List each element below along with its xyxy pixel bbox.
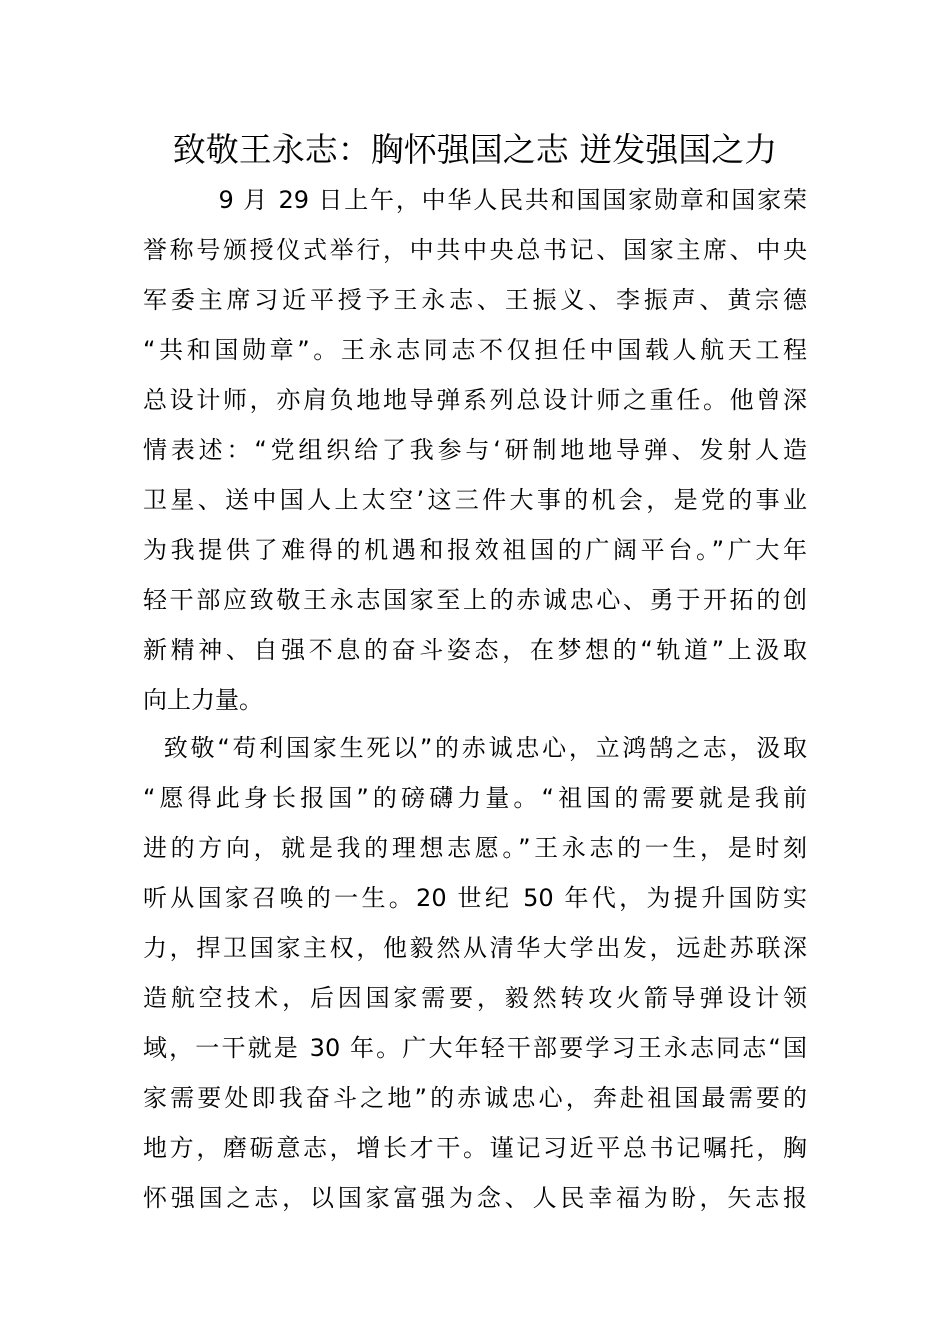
paragraph-line: 家需要处即我奋斗之地”的赤诚忠心，奔赴祖国最需要的 — [143, 1084, 807, 1112]
paragraph-line: 致敬“苟利国家生死以”的赤诚忠心，立鸿鹄之志，汲取 — [143, 734, 807, 762]
paragraph-line: 为我提供了难得的机遇和报效祖国的广阔平台。”广大年 — [143, 536, 807, 564]
paragraph-line: 9 月 29 日上午，中华人民共和国国家勋章和国家荣 — [143, 186, 807, 214]
paragraph-line: 怀强国之志，以国家富强为念、人民幸福为盼，矢志报 — [143, 1184, 807, 1212]
paragraph-line: “共和国勋章”。王永志同志不仅担任中国载人航天工程 — [143, 336, 807, 364]
document-title: 致敬王永志：胸怀强国之志 迸发强国之力 — [172, 130, 778, 169]
paragraph-line: 军委主席习近平授予王永志、王振义、李振声、黄宗德 — [143, 286, 807, 314]
paragraph-line: 域，一干就是 30 年。广大年轻干部要学习王永志同志“国 — [143, 1034, 807, 1062]
paragraph-line: 力，捍卫国家主权，他毅然从清华大学出发，远赴苏联深 — [143, 934, 807, 962]
paragraph-2 — [143, 723, 807, 1223]
paragraph-line: 造航空技术，后因国家需要，毅然转攻火箭导弹设计领 — [143, 984, 807, 1012]
paragraph-line: 卫星、送中国人上太空’这三件大事的机会，是党的事业 — [143, 486, 807, 514]
paragraph-line: 总设计师，亦肩负地地导弹系列总设计师之重任。他曾深 — [143, 386, 807, 414]
paragraph-line: “愿得此身长报国”的磅礴力量。“祖国的需要就是我前 — [143, 784, 807, 812]
paragraph-line: 誉称号颁授仪式举行，中共中央总书记、国家主席、中央 — [143, 236, 807, 264]
paragraph-line: 情表述：“党组织给了我参与‘研制地地导弹、发射人造 — [143, 436, 807, 464]
paragraph-line: 向上力量。 — [143, 686, 263, 714]
paragraph-line: 听从国家召唤的一生。20 世纪 50 年代，为提升国防实 — [143, 884, 807, 912]
paragraph-line: 进的方向，就是我的理想志愿。”王永志的一生，是时刻 — [143, 834, 807, 862]
paragraph-1 — [143, 175, 807, 725]
paragraph-line: 新精神、自强不息的奋斗姿态，在梦想的“轨道”上汲取 — [143, 636, 807, 664]
paragraph-line: 轻干部应致敬王永志国家至上的赤诚忠心、勇于开拓的创 — [143, 586, 807, 614]
paragraph-line: 地方，磨砺意志，增长才干。谨记习近平总书记嘱托，胸 — [143, 1134, 807, 1162]
